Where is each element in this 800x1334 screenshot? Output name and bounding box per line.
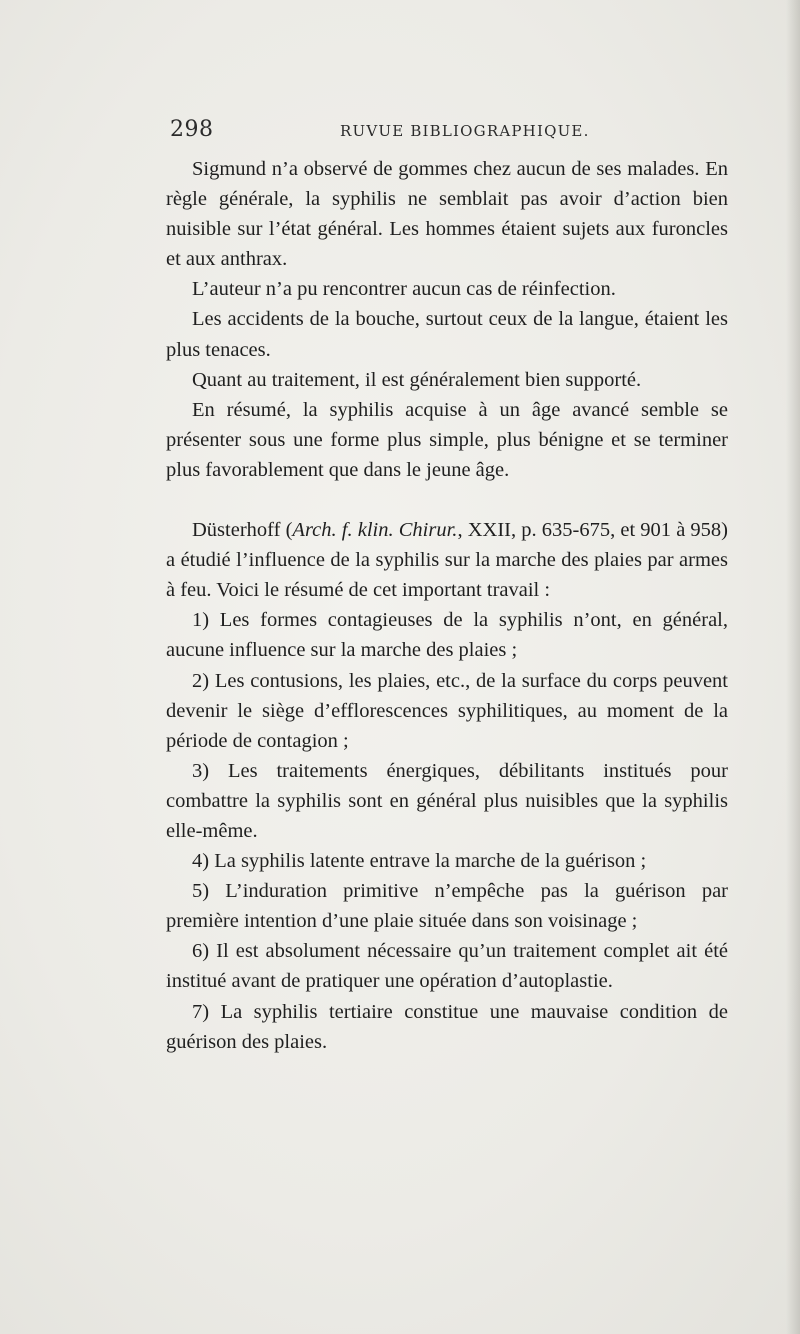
list-item: 3) Les traitements énergiques, débilitants institués pour combattre la syphilis sont en général plus nuisibles que la syphilis elle-même. [166,759,728,842]
citation-journal: Arch. f. klin. Chirur. [292,519,458,542]
page-edge-shadow [786,0,800,1334]
list-item: 7) La syphilis tertiaire constitue une mauvaise condition de guérison des plaies. [166,1000,728,1053]
list-item: 4) La syphilis latente entrave la marche de la guérison ; [192,850,647,873]
list-item: 6) Il est absolument nécessaire qu’un traitement complet ait été institué avant de pratiquer une opération d’autoplastie. [166,940,728,993]
paragraph: Les accidents de la bouche, surtout ceux de la langue, étaient les plus tenaces. [166,308,728,361]
citation-rest: , XXII, p. 635-675, et 901 à 958) a étudié l’influence de la syphilis sur la marche des plaies par armes à feu. Voici le résumé de cet important travail : [166,519,729,602]
citation-paragraph [166,515,728,605]
list-item: 1) Les formes contagieuses de la syphilis n’ont, en général, aucune influence sur la marche des plaies ; [166,609,728,662]
running-head: RUVUE BIBLIOGRAPHIQUE. [340,122,590,140]
paragraph: Quant au traitement, il est généralement bien supporté. [192,368,642,391]
list-item: 5) L’induration primitive n’empêche pas la guérison par première intention d’une plaie située dans son voisinage ; [166,880,728,933]
paragraph: Sigmund n’a observé de gommes chez aucun de ses malades. En règle générale, la syphilis ne semblait pas avoir d’action bien nuisible sur l’état général. Les hommes étaient sujets aux furoncles et aux anthrax. [166,158,728,271]
page-number: 298 [170,117,214,142]
list-item: 2) Les contusions, les plaies, etc., de la surface du corps peuvent devenir le siège d’efflorescences syphilitiques, au moment de la période de contagion ; [166,669,728,752]
page-header [170,117,730,147]
paragraph: En résumé, la syphilis acquise à un âge avancé semble se présenter sous une forme plus simple, plus bénigne et se terminer plus favorablement que dans le jeune âge. [166,398,728,481]
paragraph: L’auteur n’a pu rencontrer aucun cas de réinfection. [192,278,616,301]
body-text [166,154,728,1057]
citation-author: Düsterhoff [192,519,281,542]
citation-open-paren: ( [285,519,293,542]
